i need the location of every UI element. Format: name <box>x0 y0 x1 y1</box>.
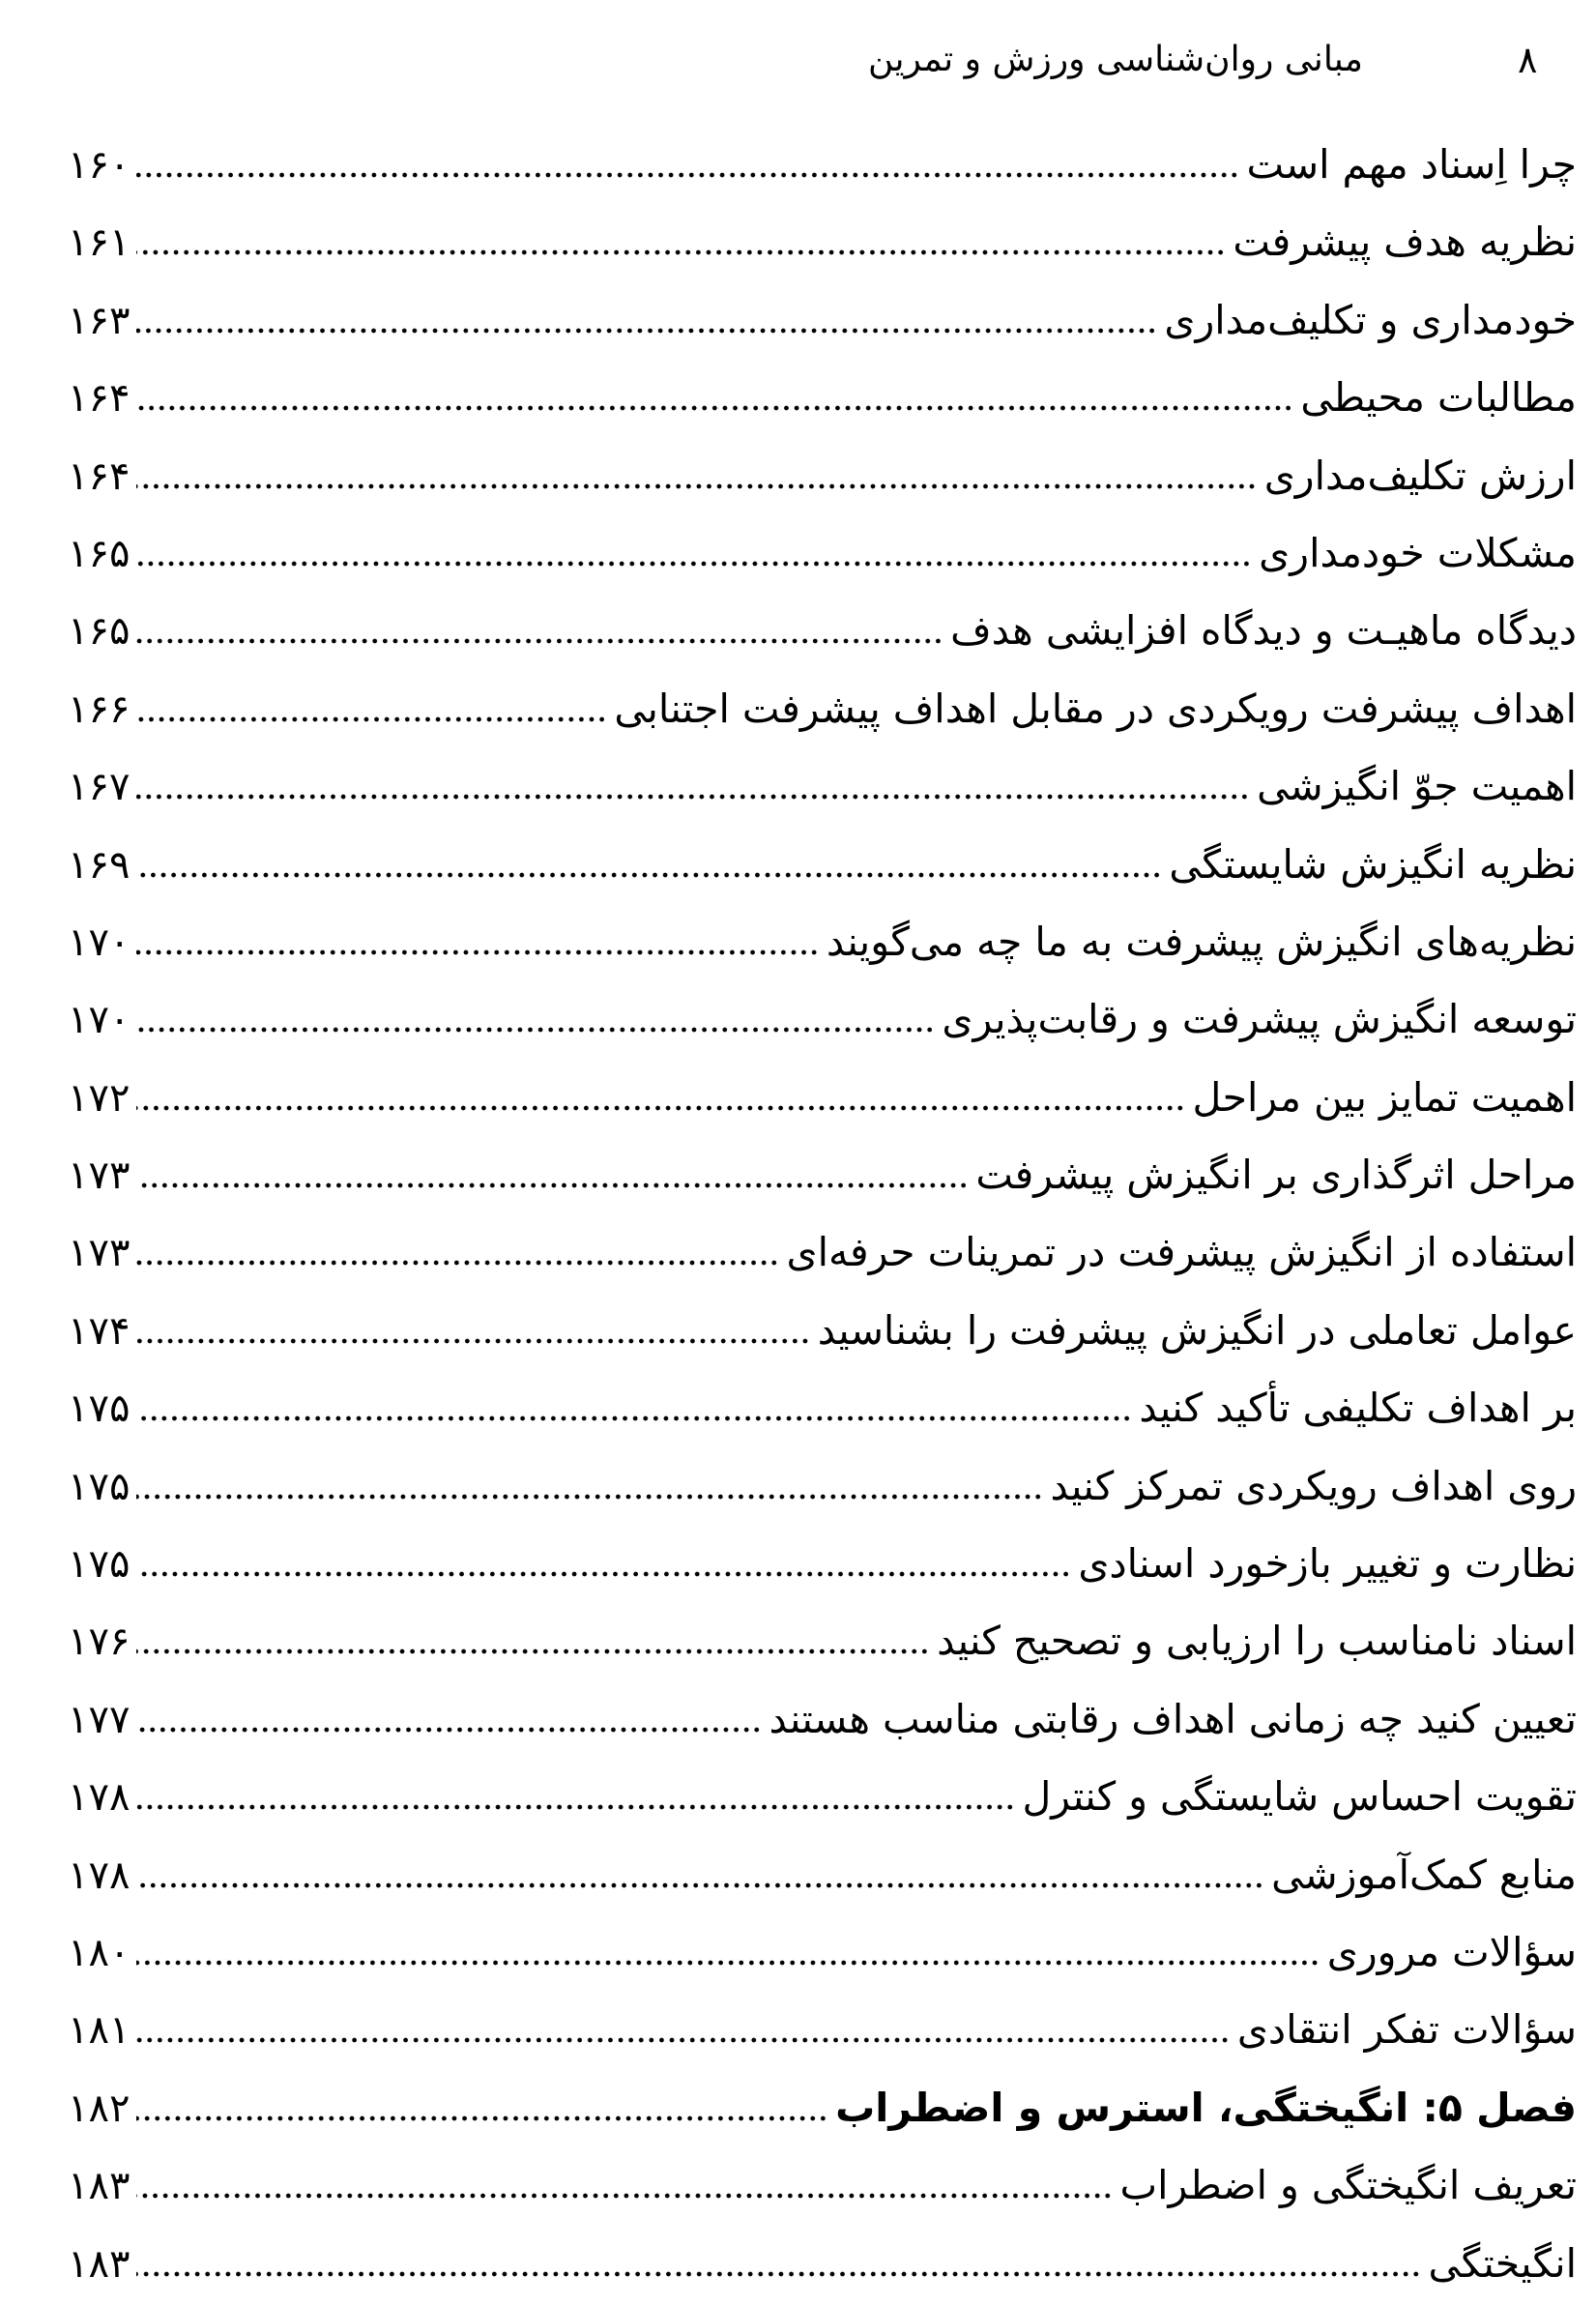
toc-entry <box>68 1991 1577 2068</box>
toc-entry-title: نظریه هدف پیشرفت <box>1233 219 1577 266</box>
toc-entry-title: سؤالات تفکر انتقادی <box>1236 2006 1577 2054</box>
dot-leader <box>136 638 943 644</box>
toc-entry-title: نظارت و تغییر بازخورد اسنادی <box>1078 1540 1577 1588</box>
toc-entry-page: ۱۷۴ <box>68 1308 131 1354</box>
toc-entry <box>68 1213 1577 1291</box>
toc-entry-page: ۱۷۷ <box>68 1697 131 1742</box>
toc-entry <box>68 514 1577 592</box>
toc-entry-page: ۱۷۸ <box>68 1775 131 1821</box>
toc-entry <box>68 1136 1577 1213</box>
toc-entry <box>68 1602 1577 1679</box>
toc-entry-page: ۱۶۵ <box>68 531 131 576</box>
dot-leader <box>136 1494 1043 1500</box>
dot-leader <box>136 2193 1113 2199</box>
dot-leader <box>136 561 1252 567</box>
toc-entry-page: ۱۸۲ <box>68 2086 131 2131</box>
toc-entry-page: ۱۶۴ <box>68 376 131 422</box>
toc-entry-title: تعریف انگیختگی و اضطراب <box>1119 2162 1577 2209</box>
toc-entry-title: روی اهداف رویکردی تمرکز کنید <box>1050 1462 1577 1509</box>
toc-entry <box>68 1758 1577 1835</box>
toc-entry-title: توسعه انگیزش پیشرفت و رقابت‌پذیری <box>942 996 1577 1043</box>
toc-entry <box>68 903 1577 980</box>
toc-entry-page: ۱۶۶ <box>68 686 131 732</box>
toc-entry-title: مراحل اثرگذاری بر انگیزش پیشرفت <box>975 1152 1577 1199</box>
dot-leader <box>136 1882 1264 1888</box>
dot-leader <box>136 1182 969 1188</box>
toc-entry-title: منابع کمک‌آموزشی <box>1271 1851 1577 1898</box>
dot-leader <box>136 2271 1421 2277</box>
toc-entry <box>68 126 1577 203</box>
toc-entry-page: ۱۷۲ <box>68 1075 131 1121</box>
toc-entry <box>68 980 1577 1058</box>
toc-entry <box>68 1447 1577 1525</box>
toc-entry-page: ۱۸۱ <box>68 2008 131 2054</box>
toc-entry-page: ۱۷۰ <box>68 919 131 965</box>
toc-entry-page: ۱۷۸ <box>68 1853 131 1898</box>
dot-leader <box>136 405 1293 411</box>
toc-entry-title: تقویت احساس شایستگی و کنترل <box>1022 1773 1577 1821</box>
toc-entry <box>68 747 1577 825</box>
toc-entry-title: مطالبات محیطی <box>1300 374 1577 422</box>
toc-entry-page: ۱۷۵ <box>68 1464 131 1509</box>
toc-entry-title: مشکلات خودمداری <box>1259 529 1577 576</box>
toc-entry <box>68 281 1577 359</box>
dot-leader <box>136 483 1257 489</box>
dot-leader <box>136 716 607 722</box>
toc-list <box>68 126 1577 2302</box>
toc-entry-page: ۱۷۵ <box>68 1386 131 1432</box>
toc-entry <box>68 826 1577 903</box>
toc-entry <box>68 592 1577 669</box>
toc-entry-title: اهمیت جوّ انگیزشی <box>1257 763 1577 810</box>
toc-entry-title: نظریه انگیزش شایستگی <box>1169 840 1577 888</box>
toc-entry-title: اهداف پیشرفت رویکردی در مقابل اهداف پیشرفت اجتنابی <box>614 685 1577 732</box>
toc-entry-page: ۱۸۳ <box>68 2241 131 2287</box>
toc-entry-title: دیدگاه ماهیـت و دیدگاه افزایشی هدف <box>950 607 1577 655</box>
toc-entry-title: استفاده از انگیزش پیشرفت در تمرینات حرفه‌ای <box>786 1229 1577 1276</box>
toc-entry-page: ۱۶۴ <box>68 453 131 499</box>
toc-entry-title: فصل ۵: انگیختگی، استرس و اضطراب <box>835 2084 1577 2131</box>
toc-entry <box>68 1836 1577 1913</box>
dot-leader <box>136 1960 1320 1966</box>
dot-leader <box>136 1804 1015 1810</box>
dot-leader <box>136 1571 1071 1577</box>
toc-entry-page: ۱۸۳ <box>68 2164 131 2209</box>
running-head-title: مبانی روان‌شناسی ورزش و تمرین <box>868 40 1363 79</box>
toc-entry <box>68 1525 1577 1602</box>
toc-entry <box>68 1292 1577 1369</box>
dot-leader <box>136 1105 1185 1111</box>
toc-entry <box>68 1913 1577 1991</box>
toc-entry-title: خودمداری و تکلیف‌مداری <box>1164 296 1577 343</box>
toc-entry <box>68 437 1577 514</box>
dot-leader <box>136 794 1250 800</box>
dot-leader <box>136 1338 810 1344</box>
dot-leader <box>136 1415 1132 1421</box>
dot-leader <box>136 1260 779 1266</box>
toc-entry-page: ۱۷۰ <box>68 998 131 1043</box>
toc-entry <box>68 2225 1577 2302</box>
toc-entry-page: ۱۷۳ <box>68 1231 131 1276</box>
toc-entry-page: ۱۶۳ <box>68 298 131 343</box>
dot-leader <box>136 328 1157 334</box>
toc-entry-page: ۱۶۰ <box>68 143 131 188</box>
toc-entry <box>68 670 1577 747</box>
toc-entry <box>68 2069 1577 2146</box>
dot-leader <box>136 949 819 955</box>
page-number: ۸ <box>1518 39 1538 81</box>
toc-entry <box>68 359 1577 436</box>
dot-leader <box>136 172 1239 178</box>
toc-entry-title: اسناد نامناسب را ارزیابی و تصحیح کنید <box>937 1618 1577 1665</box>
toc-entry-page: ۱۶۱ <box>68 220 131 266</box>
toc-entry <box>68 2146 1577 2224</box>
toc-entry-page: ۱۷۵ <box>68 1542 131 1588</box>
toc-entry-page: ۱۶۹ <box>68 842 131 888</box>
toc-entry-title: عوامل تعاملی در انگیزش پیشرفت را بشناسید <box>817 1306 1577 1354</box>
dot-leader <box>136 1027 935 1033</box>
toc-entry-page: ۱۸۰ <box>68 1930 131 1975</box>
toc-entry-title: ارزش تکلیف‌مداری <box>1263 452 1577 499</box>
dot-leader <box>136 249 1226 255</box>
toc-entry-page: ۱۷۳ <box>68 1153 131 1199</box>
dot-leader <box>136 2115 828 2121</box>
dot-leader <box>136 872 1162 878</box>
dot-leader <box>136 1649 930 1654</box>
dot-leader <box>136 1727 762 1733</box>
dot-leader <box>136 2037 1230 2043</box>
toc-entry-title: نظریه‌های انگیزش پیشرفت به ما چه می‌گویند <box>826 918 1577 965</box>
toc-entry <box>68 1059 1577 1136</box>
toc-entry-page: ۱۷۶ <box>68 1619 131 1665</box>
toc-entry-page: ۱۶۵ <box>68 609 131 655</box>
toc-entry-title: چرا اِسناد مهم است <box>1246 141 1577 188</box>
toc-entry-page: ۱۶۷ <box>68 765 131 810</box>
toc-entry-title: اهمیت تمایز بین مراحل <box>1192 1073 1577 1121</box>
toc-entry <box>68 203 1577 280</box>
toc-entry <box>68 1369 1577 1446</box>
toc-entry-title: سؤالات مروری <box>1326 1928 1577 1975</box>
toc-entry-title: انگیختگی <box>1428 2239 1577 2287</box>
toc-entry-title: بر اهداف تکلیفی تأکید کنید <box>1139 1385 1577 1432</box>
toc-entry <box>68 1680 1577 1758</box>
toc-entry-title: تعیین کنید چه زمانی اهداف رقابتی مناسب هستند <box>769 1695 1577 1742</box>
